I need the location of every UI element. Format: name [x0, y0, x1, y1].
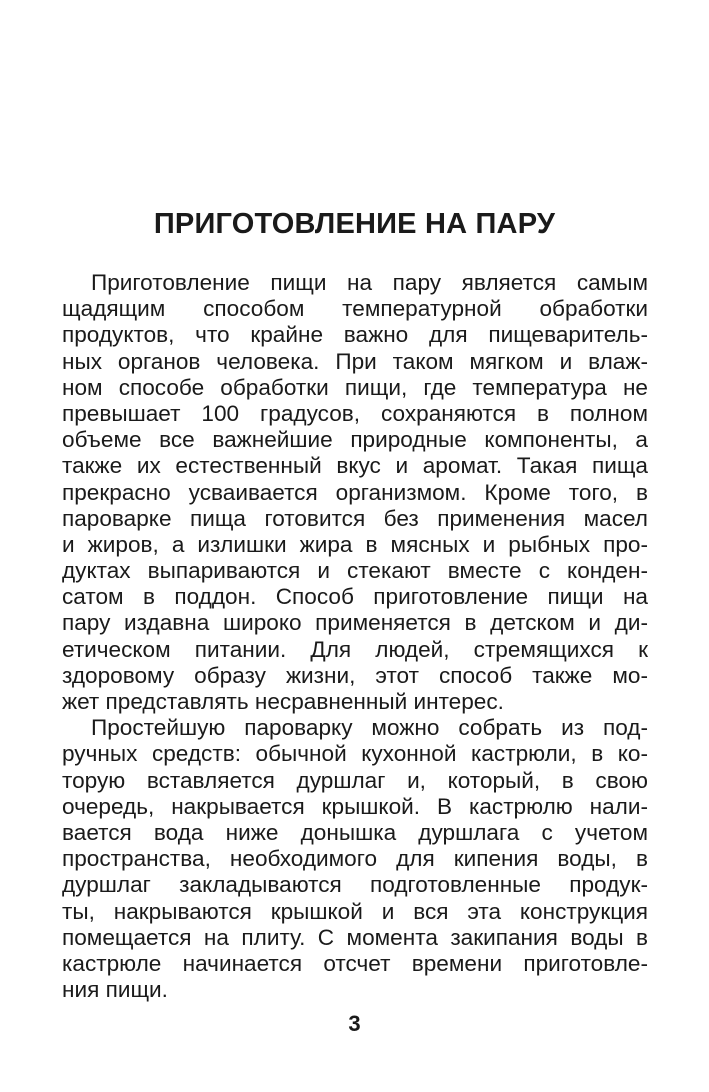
- text-line: пароварке пища готовится без применения масел: [62, 505, 648, 531]
- text-line: продуктов, что крайне важно для пищеваритель-: [62, 322, 648, 348]
- text-line: ных органов человека. При таком мягком и влаж-: [62, 348, 648, 374]
- text-line: сатом в поддон. Способ приготовление пищи на: [62, 584, 648, 610]
- text-line: ручных средств: обычной кухонной кастрюли, в ко-: [62, 741, 648, 767]
- text-line: превышает 100 градусов, сохраняются в полном: [62, 400, 648, 426]
- text-line: кастрюле начинается отсчет времени приготовле-: [62, 950, 648, 976]
- paragraph-1: [62, 270, 648, 715]
- text-line: и жиров, а излишки жира в мясных и рыбных про-: [62, 531, 648, 557]
- text-line: также их естественный вкус и аромат. Такая пища: [62, 453, 648, 479]
- text-line: пространства, необходимого для кипения воды, в: [62, 846, 648, 872]
- text-line: Простейшую пароварку можно собрать из под-: [91, 715, 648, 741]
- body-text: [62, 270, 648, 1003]
- chapter-title: ПРИГОТОВЛЕНИЕ НА ПАРУ: [153, 208, 556, 240]
- page-number: 3: [348, 1011, 361, 1036]
- text-line: ном способе обработки пищи, где температура не: [62, 374, 648, 400]
- text-line: дуктах выпариваются и стекают вместе с конден-: [62, 558, 648, 584]
- text-line: щадящим способом температурной обработки: [62, 296, 648, 322]
- text-line: жет представлять несравненный интерес.: [62, 689, 504, 714]
- text-line: торую вставляется дуршлаг и, который, в свою: [62, 767, 648, 793]
- text-line: Приготовление пищи на пару является самым: [91, 270, 648, 295]
- text-line: етическом питании. Для людей, стремящихся к: [62, 636, 648, 662]
- text-line: прекрасно усваивается организмом. Кроме того, в: [62, 479, 648, 505]
- text-line: дуршлаг закладываются подготовленные продук-: [62, 872, 648, 898]
- text-line: ты, накрываются крышкой и вся эта конструкция: [62, 898, 648, 924]
- text-line: пару издавна широко применяется в детском и ди-: [62, 610, 648, 636]
- text-line: помещается на плиту. С момента закипания воды в: [62, 924, 648, 950]
- text-line: ния пищи.: [62, 977, 168, 1003]
- text-line: здоровому образу жизни, этот способ также мо-: [62, 662, 648, 688]
- paragraph-2: [62, 715, 648, 1003]
- text-line: очередь, накрывается крышкой. В кастрюлю нали-: [62, 793, 648, 819]
- text-line: вается вода ниже донышка дуршлага с учетом: [62, 819, 648, 845]
- text-line: объеме все важнейшие природные компоненты, а: [62, 427, 648, 453]
